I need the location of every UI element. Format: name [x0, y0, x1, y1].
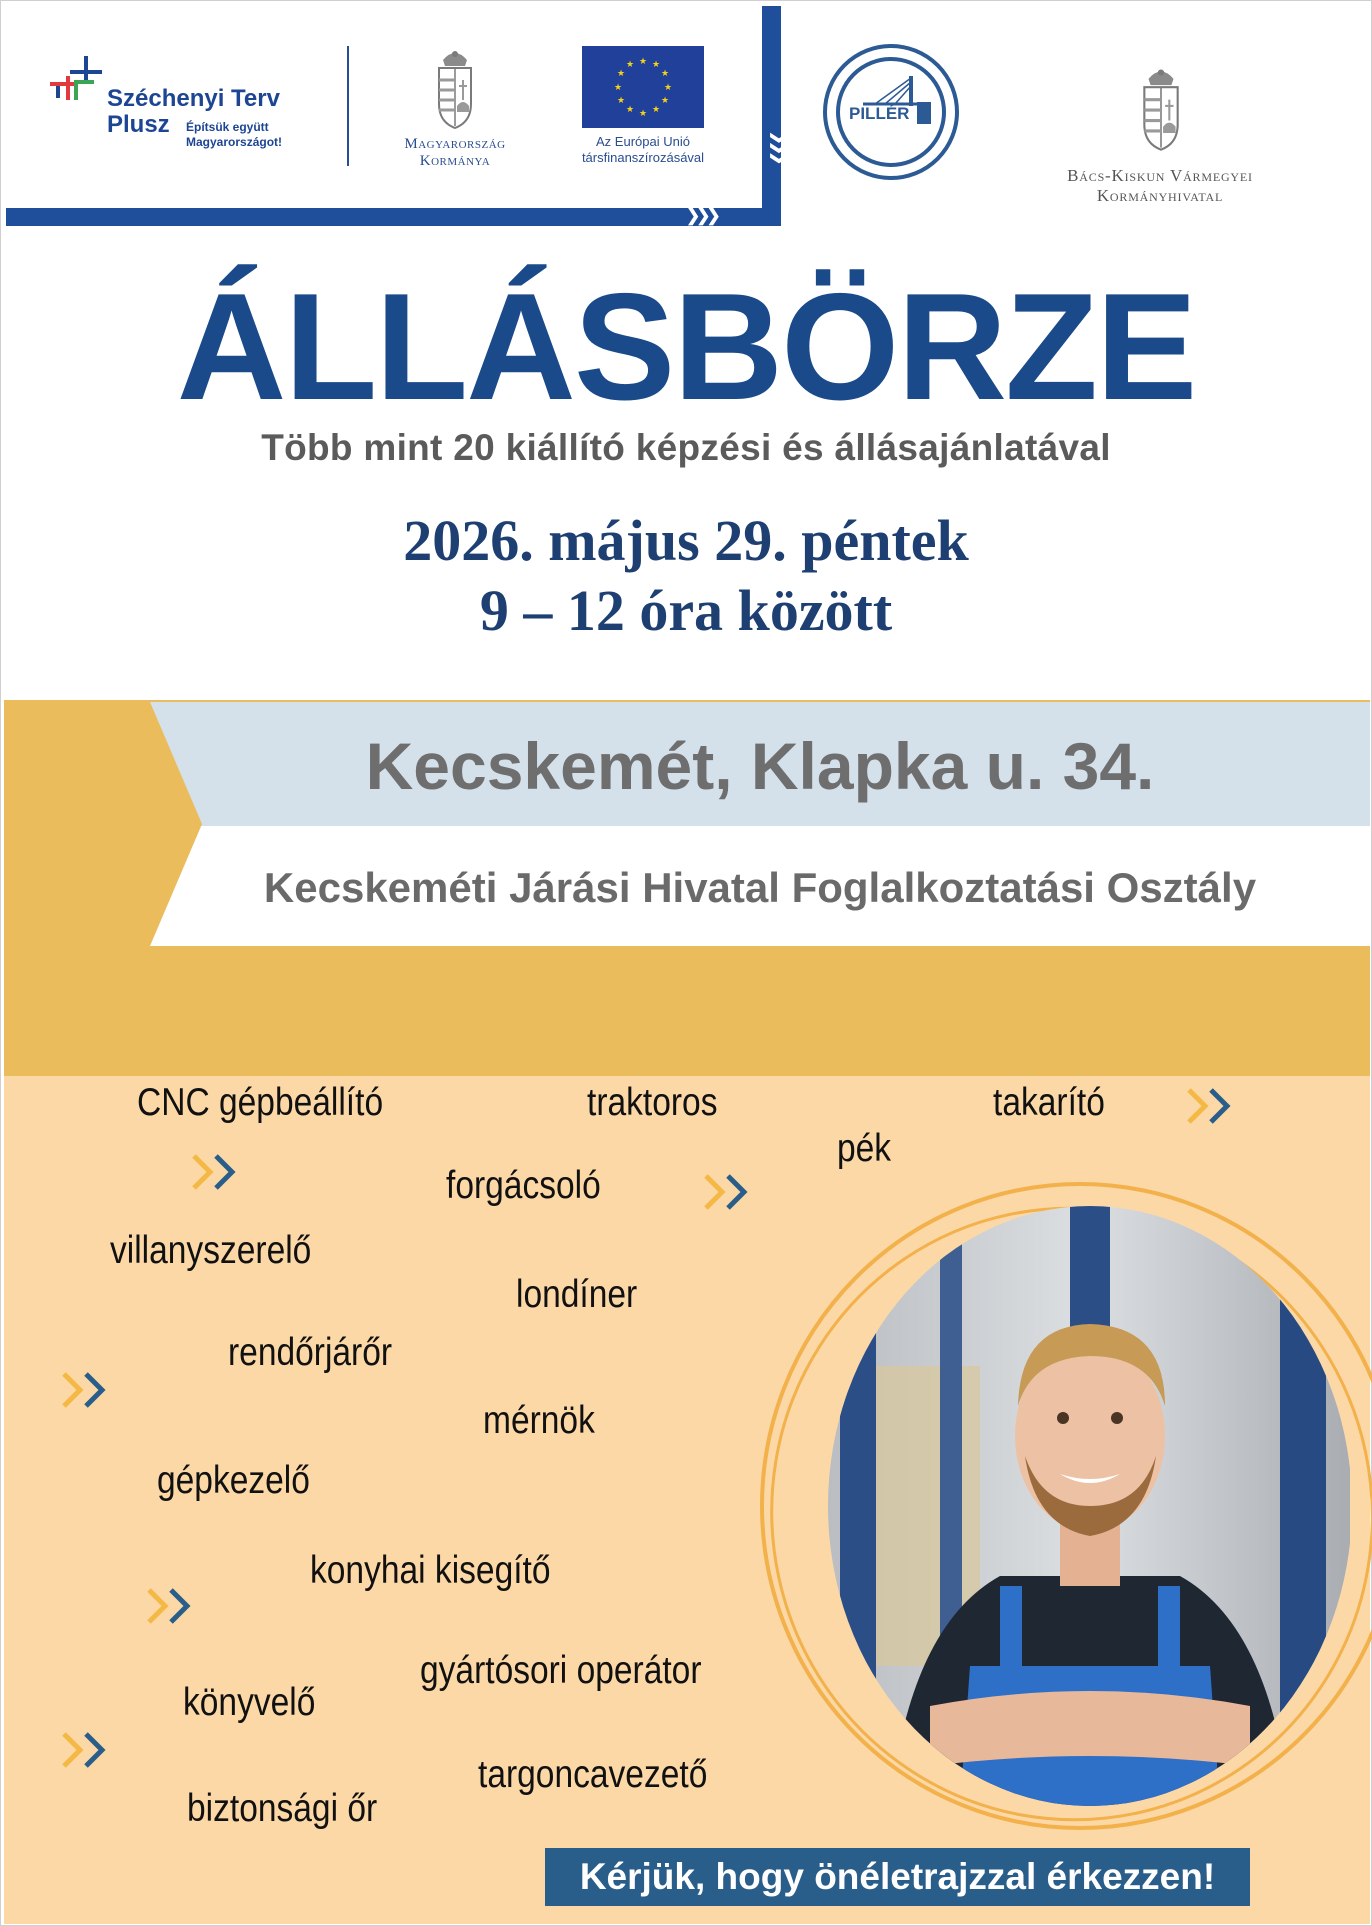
svg-text:★: ★	[651, 60, 661, 70]
call-to-action-banner: Kérjük, hogy önéletrajzzal érkezzen!	[545, 1848, 1250, 1906]
job-item: villanyszerelő	[110, 1229, 312, 1272]
piller-logo-label: PILLÉR	[849, 104, 910, 123]
job-item: londíner	[516, 1273, 638, 1316]
eu-logo-label: Az Európai Unió társfinanszírozásával	[581, 134, 705, 165]
job-item: forgácsoló	[446, 1164, 601, 1207]
svg-text:★: ★	[638, 109, 648, 119]
job-item: biztonsági őr	[187, 1787, 378, 1830]
event-time: 9 – 12 óra között	[479, 578, 893, 643]
job-item: CNC gépbeállító	[137, 1081, 384, 1124]
chevron-double-icon	[60, 1728, 120, 1772]
svg-text:★: ★	[638, 57, 648, 67]
job-item: rendőrjárőr	[228, 1331, 393, 1374]
hungarian-crest-icon	[1136, 60, 1186, 156]
svg-text:★: ★	[660, 69, 670, 79]
header-stripe	[6, 208, 781, 226]
county-office-logo-label: Bács-Kiskun Vármegyei Kormányhivatal	[1067, 166, 1253, 205]
event-title: ÁLLÁSBÖRZE	[176, 262, 1196, 432]
bridge-icon	[861, 74, 923, 108]
szechenyi-logo-title: Széchenyi Terv Plusz	[107, 85, 280, 138]
chevron-double-icon	[1185, 1084, 1245, 1128]
hungarian-crest-icon	[431, 46, 479, 130]
chevron-double-icon	[60, 1368, 120, 1412]
svg-text:★: ★	[660, 96, 670, 106]
job-item: targoncavezető	[478, 1753, 708, 1796]
szechenyi-logo-slogan: Építsük együtt Magyarországot!	[186, 120, 283, 149]
government-logo-label: Magyarország Kormánya	[404, 136, 506, 169]
worker-photo	[820, 1206, 1350, 1806]
piller-logo-icon	[823, 44, 959, 180]
event-subtitle: Több mint 20 kiállító képzési és állásajánlatával	[261, 427, 1111, 468]
event-address: Kecskemét, Klapka u. 34.	[365, 729, 1155, 803]
svg-text:★: ★	[613, 83, 623, 93]
header-stripe-vertical	[762, 6, 790, 226]
event-office: Kecskeméti Járási Hivatal Foglalkoztatási Osztály	[263, 864, 1257, 911]
svg-text:★: ★	[616, 69, 626, 79]
worker-photo-image	[820, 1206, 1350, 1806]
svg-text:★: ★	[663, 83, 673, 93]
svg-text:★: ★	[651, 105, 661, 115]
chevron-small-icon: ❯❯❯	[686, 206, 717, 225]
job-item: mérnök	[483, 1399, 595, 1442]
job-item: gépkezelő	[157, 1459, 310, 1502]
job-item: gyártósori operátor	[420, 1649, 702, 1692]
svg-text:★: ★	[625, 60, 635, 70]
job-item: könyvelő	[183, 1681, 316, 1724]
job-item: takarító	[993, 1081, 1105, 1124]
piller-logo-pillar	[917, 102, 931, 124]
chevron-double-icon	[145, 1584, 205, 1628]
svg-text:★: ★	[625, 105, 635, 115]
chevron-double-icon	[190, 1150, 250, 1194]
logo-divider	[347, 46, 349, 166]
szechenyi-cross-icon	[48, 56, 108, 116]
job-item: pék	[837, 1127, 892, 1170]
eu-flag-icon	[582, 46, 704, 128]
chevron-small-icon: ❯❯❯	[770, 130, 790, 162]
chevron-double-icon	[702, 1170, 762, 1214]
event-date: 2026. május 29. péntek	[403, 508, 969, 573]
job-item: traktoros	[587, 1081, 718, 1124]
job-item: konyhai kisegítő	[310, 1549, 551, 1592]
svg-text:★: ★	[616, 96, 626, 106]
